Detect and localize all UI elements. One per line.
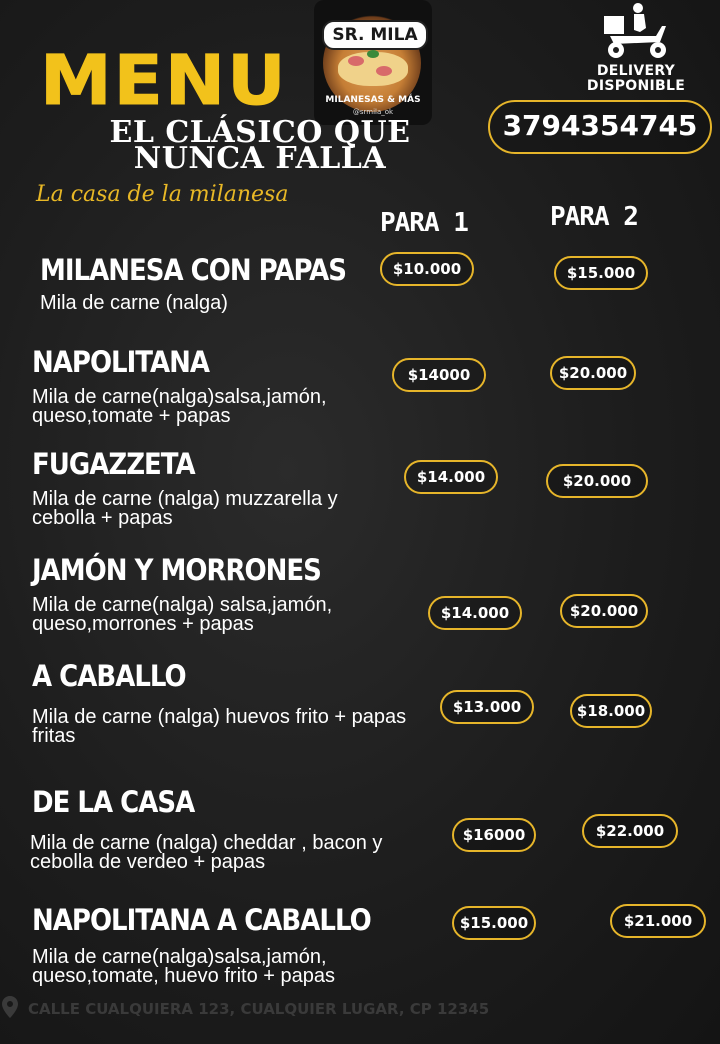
price-para2: $22.000	[582, 814, 678, 848]
item-description: Mila de carne (nalga)	[40, 292, 228, 314]
location-pin-icon	[2, 996, 18, 1018]
item-description: Mila de carne (nalga) cheddar , bacon y cebolla de verdeo + papas	[30, 832, 383, 873]
price-para1: $16000	[452, 818, 536, 852]
price-para2: $20.000	[560, 594, 648, 628]
price-para2: $18.000	[570, 694, 652, 728]
price-para2: $15.000	[554, 256, 648, 290]
item-description: Mila de carne(nalga)salsa,jamón, queso,tomate + papas	[32, 386, 327, 427]
price-para2: $21.000	[610, 904, 706, 938]
column-header-para2: PARA 2	[550, 202, 638, 232]
ham-topping	[348, 56, 364, 66]
ham-topping	[376, 66, 392, 76]
logo-name: SR. MILA	[322, 20, 428, 50]
price-para1: $14.000	[404, 460, 498, 494]
item-name: JAMÓN Y MORRONES	[32, 554, 321, 588]
price-para1: $15.000	[452, 906, 536, 940]
item-name: MILANESA CON PAPAS	[40, 254, 346, 288]
price-para1: $10.000	[380, 252, 474, 286]
item-description: Mila de carne(nalga)salsa,jamón, queso,tomate, huevo frito + papas	[32, 946, 335, 987]
item-name: NAPOLITANA	[32, 346, 210, 380]
price-para2: $20.000	[550, 356, 636, 390]
column-header-para1: PARA 1	[380, 208, 468, 238]
delivery-label: DELIVERY DISPONIBLE	[586, 63, 686, 94]
tagline: La casa de la milanesa	[36, 182, 289, 207]
item-name: FUGAZZETA	[32, 448, 195, 482]
basil-topping	[367, 50, 379, 58]
subtitle: EL CLÁSICO QUE NUNCA FALLA	[109, 115, 411, 176]
price-para1: $14.000	[428, 596, 522, 630]
item-name: NAPOLITANA A CABALLO	[32, 904, 371, 938]
item-description: Mila de carne (nalga) huevos frito + papas fritas	[32, 706, 407, 747]
phone-number[interactable]: 3794354745	[488, 100, 712, 154]
logo-handle: @srmila_ok	[352, 108, 394, 116]
brand-logo	[314, 0, 432, 125]
item-description: Mila de carne(nalga) salsa,jamón, queso,morrones + papas	[32, 594, 333, 635]
item-description: Mila de carne (nalga) muzzarella y cebolla + papas	[32, 488, 338, 529]
price-para1: $14000	[392, 358, 486, 392]
logo-subtitle: MILANESAS & MÁS	[325, 95, 421, 105]
item-name: DE LA CASA	[32, 786, 195, 820]
menu-title: MENU	[40, 40, 288, 120]
address: CALLE CUALQUIERA 123, CUALQUIER LUGAR, CP 12345	[28, 1000, 490, 1018]
scooter-delivery-icon	[600, 2, 672, 64]
price-para2: $20.000	[546, 464, 648, 498]
item-name: A CABALLO	[32, 660, 186, 694]
price-para1: $13.000	[440, 690, 534, 724]
